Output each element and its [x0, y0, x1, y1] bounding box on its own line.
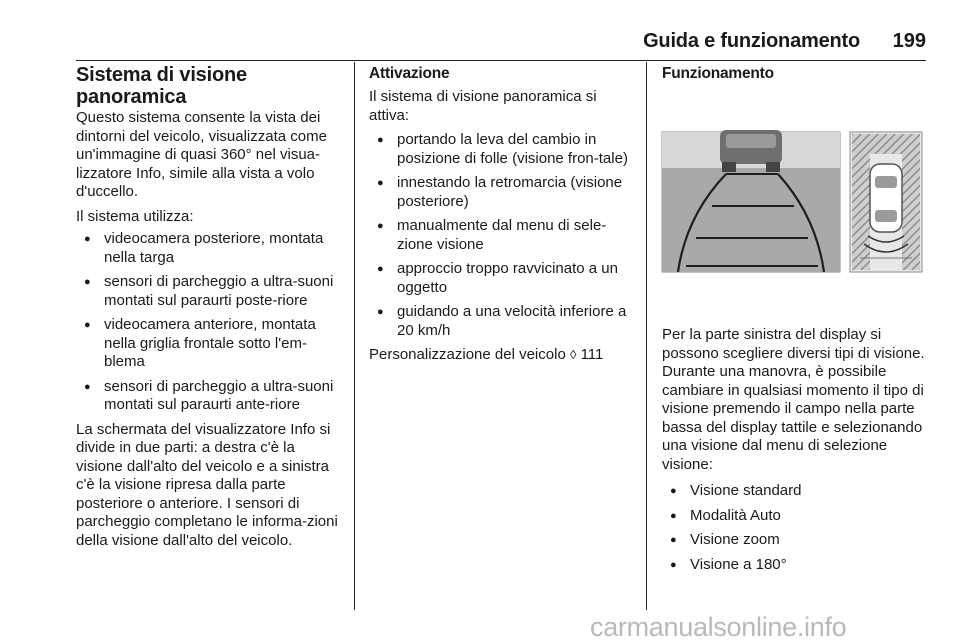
column-divider-1: [354, 62, 355, 610]
activation-intro: Il sistema di visione panoramica si attiva:: [369, 88, 597, 124]
list-item: ● Visione standard: [662, 482, 930, 501]
list-item: ● approccio troppo ravvicinato a un oggetto: [369, 260, 637, 297]
list-item: ● videocamera anteriore, montata nella griglia frontale sotto l'em-blema: [76, 316, 344, 372]
list-item: ● sensori di parcheggio a ultra-suoni montati sul paraurti poste-riore: [76, 273, 344, 310]
list-item: ● sensori di parcheggio a ultra-suoni montati sul paraurti ante-riore: [76, 378, 344, 415]
components-list: [76, 230, 344, 415]
list-item: ● innestando la retromarcia (visione posteriore): [369, 174, 637, 211]
uses-label: Il sistema utilizza:: [76, 207, 194, 225]
header-rule: [76, 60, 926, 61]
view-modes-list: [662, 482, 930, 574]
list-item: ● Visione a 180°: [662, 556, 930, 575]
cross-reference-page: 111: [580, 346, 604, 363]
page-header-title: Guida e funzionamento: [643, 30, 860, 52]
panoramic-view-illustration: [656, 126, 928, 306]
page-reference-icon: ◊: [569, 347, 577, 362]
list-item: ● manualmente dal menu di sele-zione visione: [369, 217, 637, 254]
watermark: carmanualsonline.info: [590, 612, 847, 642]
page-number: 199: [892, 30, 926, 52]
intro-paragraph: Questo sistema consente la vista dei dintorni del veicolo, visualizzata come un'immagine di quasi 360° nel visua-lizzatore Info, simile alla vista a volo d'uccello.: [76, 109, 327, 200]
cross-reference[interactable]: [369, 346, 637, 365]
section-heading-operation: Funzionamento: [662, 65, 774, 82]
section-heading-panoramic: Sistema di visione panoramica: [76, 64, 247, 108]
list-item: ● videocamera posteriore, montata nella targa: [76, 230, 344, 267]
activation-list: [369, 131, 637, 340]
list-item: ● Visione zoom: [662, 531, 930, 550]
list-item: ● Modalità Auto: [662, 507, 930, 526]
column-2: [369, 64, 637, 371]
list-item: ● guidando a una velocità inferiore a 20 km/h: [369, 303, 637, 340]
column-divider-2: [646, 62, 647, 610]
section-heading-activation: Attivazione: [369, 65, 450, 82]
operation-paragraph: Per la parte sinistra del display si possono scegliere diversi tipi di visione. Durante una manovra, è possibile cambiare in qualsiasi momento il tipo di visione premendo il campo nella parte bassa del display tattile e selezionando una visione dal menu di selezione visione:: [662, 326, 925, 473]
cross-reference-text: Personalizzazione del veicolo: [369, 346, 566, 363]
display-description-paragraph: La schermata del visualizzatore Info si divide in due parti: a destra c'è la visione dall'alto del veicolo e a sinistra c'è la visione ripresa dalla parte posteriore o anteriore. I sensori di parcheggio completano le informa-zioni della visione dall'alto del veicolo.: [76, 420, 338, 549]
column-1: [76, 64, 344, 556]
list-item: ● portando la leva del cambio in posizione di folle (visione fron-tale): [369, 131, 637, 168]
